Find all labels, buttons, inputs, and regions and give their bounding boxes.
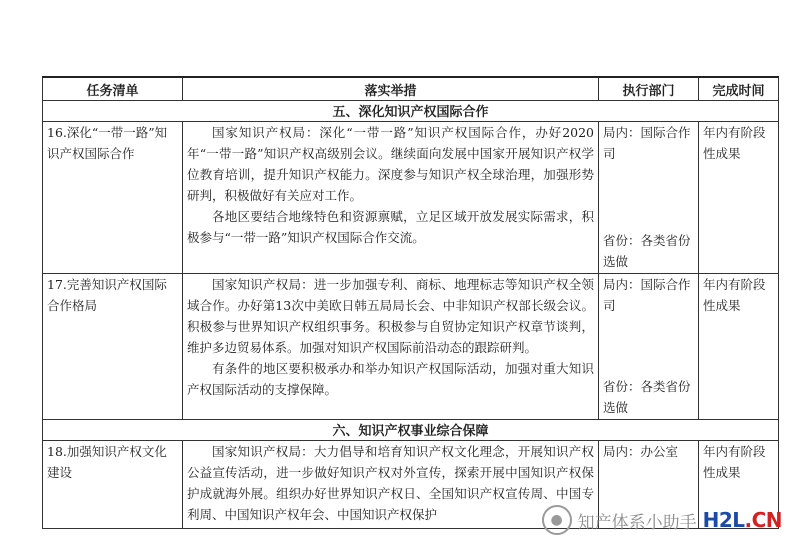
section-row xyxy=(43,420,779,441)
measure-paragraph: 有条件的地区要积极承办和举办知识产权国际活动，加强对重大知识产权国际活动的支撑保障。 xyxy=(187,361,594,397)
deadline: 年内有阶段性成果 xyxy=(699,274,779,420)
department-local: 局内：办公室 xyxy=(603,444,679,459)
section-title-support: 六、知识产权事业综合保障 xyxy=(43,420,779,441)
department-cell xyxy=(599,122,699,274)
department-local: 局内：国际合作司 xyxy=(603,125,691,161)
section-row xyxy=(43,101,779,122)
header-measures: 落实举措 xyxy=(183,77,599,101)
department-local: 局内：国际合作司 xyxy=(603,277,691,313)
measure-paragraph: 国家知识产权局：深化“一带一路”知识产权国际合作，办好2020年“一带一路”知识产权高级别会议。继续面向发展中国家开展知识产权学位教育培训，提升知识产权能力。深度参与知识产权全球治理，加强形势研判，积极做好有关应对工作。 xyxy=(187,125,594,203)
site-logo xyxy=(703,508,782,532)
department-province: 省份：各类省份选做 xyxy=(603,379,691,415)
logo-suffix: .CN xyxy=(744,508,782,532)
measure-paragraph: 国家知识产权局：大力倡导和培育知识产权文化理念，开展知识产权公益宣传活动，进一步做好知识产权对外宣传，探索开展中国知识产权保护成就海外展。组织办好世界知识产权日、全国知识产权宣传周、中国专利周、中国知识产权年会、中国知识产权保护 xyxy=(187,444,594,522)
measures-cell xyxy=(183,441,599,529)
table-row xyxy=(43,122,779,274)
header-department: 执行部门 xyxy=(599,77,699,101)
table-header-row xyxy=(43,77,779,101)
section-title-international: 五、深化知识产权国际合作 xyxy=(43,101,779,122)
department-cell xyxy=(599,274,699,420)
table-row xyxy=(43,274,779,420)
task-table xyxy=(42,76,779,529)
department-province: 省份：各类省份选做 xyxy=(603,233,691,269)
measure-paragraph: 各地区要结合地缘特色和资源禀赋，立足区域开放发展实际需求，积极参与“一带一路”知识产权国际合作交流。 xyxy=(187,209,594,245)
deadline: 年内有阶段性成果 xyxy=(699,441,779,529)
deadline: 年内有阶段性成果 xyxy=(699,122,779,274)
measures-cell xyxy=(183,274,599,420)
task-name: 16.深化“一带一路”知识产权国际合作 xyxy=(43,122,183,274)
task-name: 17.完善知识产权国际合作格局 xyxy=(43,274,183,420)
measures-cell xyxy=(183,122,599,274)
task-name: 18.加强知识产权文化建设 xyxy=(43,441,183,529)
header-task: 任务清单 xyxy=(43,77,183,101)
logo-main: H2L xyxy=(702,508,745,532)
watermark-text: 知产体系小助手 xyxy=(577,512,697,533)
wechat-icon: ● xyxy=(542,505,572,535)
watermark xyxy=(542,505,782,535)
header-deadline: 完成时间 xyxy=(699,77,779,101)
measure-paragraph: 国家知识产权局：进一步加强专利、商标、地理标志等知识产权全领域合作。办好第13次中美欧日韩五局局长会、中非知识产权部长级会议。积极参与世界知识产权组织事务。积极参与自贸协定知识产权章节谈判，维护多边贸易体系。加强对知识产权国际前沿动态的跟踪研判。 xyxy=(187,277,594,355)
